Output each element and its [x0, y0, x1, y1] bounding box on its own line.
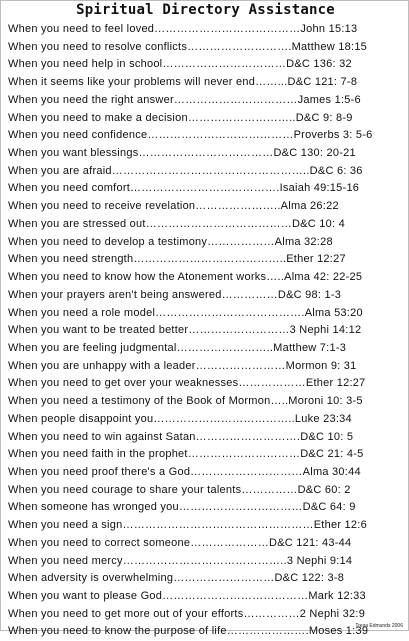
list-item [8, 499, 405, 517]
list-item [8, 145, 405, 163]
entry-text: When you need a sign……………………………………………Ether 12:6 [8, 519, 367, 532]
entry-text: When you need help in school……………………………D&C 136: 32 [8, 58, 352, 71]
entry-text: When someone has wronged you……………………………D&C 64: 9 [8, 501, 356, 514]
list-item [8, 375, 405, 393]
list-item [8, 482, 405, 500]
list-item [8, 110, 405, 128]
entry-text: When you need strength…………………………………..Ether 12:27 [8, 253, 346, 266]
page-title: Spiritual Directory Assistance [76, 2, 335, 18]
entry-text: When you need to get over your weaknesses………………Ether 12:27 [8, 377, 366, 390]
list-item [8, 163, 405, 181]
entry-text: When you need to make a decision………………………..D&C 9: 8-9 [8, 111, 353, 124]
list-item [8, 340, 405, 358]
list-item [8, 39, 405, 57]
list-item [8, 127, 405, 145]
entry-text: When you need to win against Satan……………………….D&C 10: 5 [8, 430, 354, 443]
entry-text: When you need to get more out of your efforts……………2 Nephi 32:9 [8, 607, 366, 620]
entry-text: When you want to be treated better………………………3 Nephi 14:12 [8, 324, 362, 337]
list-item [8, 198, 405, 216]
entry-text: When you need courage to share your talents……………D&C 60: 2 [8, 483, 351, 496]
list-item [8, 411, 405, 429]
list-item [8, 393, 405, 411]
list-item [8, 588, 405, 606]
list-item [8, 623, 405, 641]
list-item [8, 446, 405, 464]
entry-text: When you want blessings………………………………D&C 130: 20-21 [8, 147, 356, 160]
entry-text: When you need the right answer……………………………James 1:5-6 [8, 93, 361, 106]
entry-text: When you are afraid……………………………………………..D&C 6: 36 [8, 164, 363, 177]
list-item [8, 358, 405, 376]
author-credit: Tresa Edmunds 2006 [355, 623, 403, 629]
list-item [8, 251, 405, 269]
list-item [8, 464, 405, 482]
list-item [8, 74, 405, 92]
entry-text: When your prayers aren't being answered……………D&C 98: 1-3 [8, 288, 342, 301]
list-item [8, 322, 405, 340]
list-item [8, 216, 405, 234]
entry-text: When you need faith in the prophet…………………………D&C 21: 4-5 [8, 448, 364, 461]
scripture-list [8, 21, 405, 641]
entry-text: When you need mercy……………………………………..3 Nephi 9:14 [8, 554, 353, 567]
entry-text: When you need to know how the Atonement works…..Alma 42: 22-25 [8, 271, 363, 284]
entry-text: When you need a testimony of the Book of Mormon…..Moroni 10: 3-5 [8, 395, 363, 408]
list-item [8, 570, 405, 588]
entry-text: When you want to please God…………………………………Mark 12:33 [8, 590, 366, 602]
entry-text: When you are unhappy with a leader……………………Mormon 9: 31 [8, 359, 357, 372]
list-item [8, 305, 405, 323]
entry-text: When you need comfort………………………………….Isaiah 49:15-16 [8, 182, 360, 195]
entry-text: When you need a role model………………………………….Alma 53:20 [8, 306, 363, 319]
list-item [8, 429, 405, 447]
entry-text: When you are feeling judgmental……………………..Matthew 7:1-3 [8, 341, 347, 354]
entry-text: When adversity is overwhelming………………………D&C 122: 3-8 [8, 572, 345, 585]
entry-text: When you need to correct someone…………………D&C 121: 43-44 [8, 536, 352, 549]
entry-text: When you are stressed out…………………………………D&C 10: 4 [8, 217, 345, 230]
list-item [8, 21, 405, 39]
list-item [8, 180, 405, 198]
list-item [8, 92, 405, 110]
entry-text: When you need to receive revelation…………………..Alma 26:22 [8, 200, 339, 213]
entry-text: When you need confidence…………………………………Proverbs 3: 5-6 [8, 129, 373, 142]
list-item [8, 269, 405, 287]
entry-text: When people disappoint you………………………………..Luke 23:34 [8, 412, 352, 425]
entry-text: When you need to know the purpose of life………………….Moses 1:39 [8, 625, 369, 638]
list-item [8, 606, 405, 624]
list-item [8, 553, 405, 571]
entry-text: When you need to resolve conflicts……………………….Matthew 18:15 [8, 40, 368, 53]
entry-text: When you need to feel loved…………………………………John 15:13 [8, 23, 358, 35]
list-item [8, 517, 405, 535]
list-item [8, 56, 405, 74]
list-item [8, 287, 405, 305]
entry-text: When it seems like your problems will never end……...D&C 121: 7-8 [8, 76, 358, 89]
entry-text: When you need proof there's a God…………………………Alma 30:44 [8, 465, 361, 478]
list-item [8, 535, 405, 553]
list-item [8, 234, 405, 252]
entry-text: When you need to develop a testimony………………Alma 32:28 [8, 235, 333, 248]
